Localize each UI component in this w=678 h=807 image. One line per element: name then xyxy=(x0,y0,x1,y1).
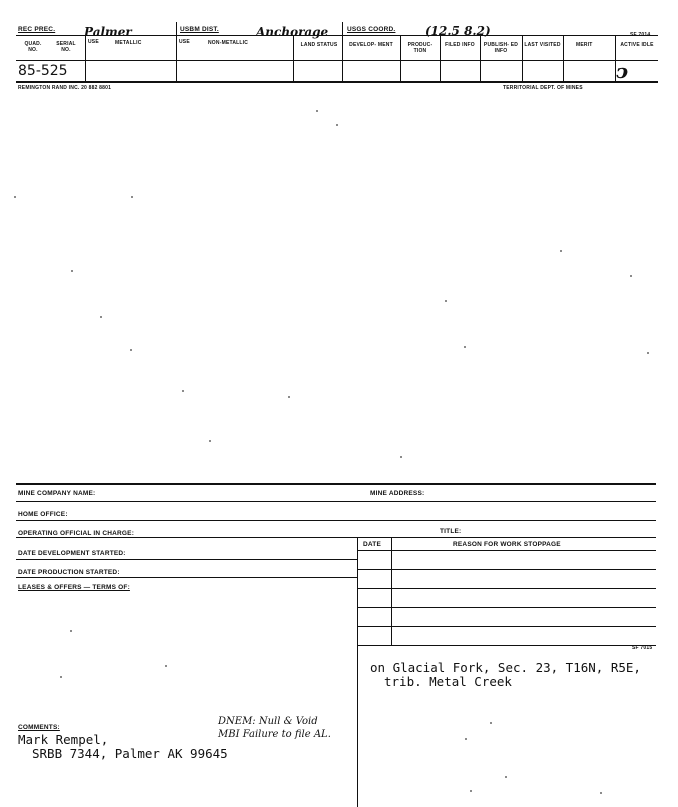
comments-line-1: Mark Rempel, xyxy=(18,732,109,747)
col-nonmetallic: NON-METALLIC xyxy=(208,40,249,46)
col-filed-info: FILED INFO xyxy=(445,42,475,48)
col-metallic: METALLIC xyxy=(115,40,142,46)
col-last-visited: LAST VISITED xyxy=(524,42,561,48)
leases-offers-label: LEASES & OFFERS — TERMS OF: xyxy=(18,584,130,591)
col-development: DEVELOP- MENT xyxy=(349,42,393,48)
rec-prec-label: REC PREC. xyxy=(18,26,56,33)
serial-number: 85-525 xyxy=(18,63,68,79)
col-quad-no: QUAD. NO. xyxy=(24,41,42,53)
reason-column-header: REASON FOR WORK STOPPAGE xyxy=(453,541,561,548)
home-office-label: HOME OFFICE: xyxy=(18,511,68,518)
title-label: TITLE: xyxy=(440,528,462,535)
mine-address-label: MINE ADDRESS: xyxy=(370,490,425,497)
location-line-2: trib. Metal Creek xyxy=(384,674,512,689)
col-merit: MERIT xyxy=(576,42,593,48)
territorial-dept: TERRITORIAL DEPT. OF MINES xyxy=(503,85,583,91)
comments-label: COMMENTS: xyxy=(18,724,60,731)
col-metallic-use: USE xyxy=(88,39,99,45)
col-published-info: PUBLISH- ED INFO xyxy=(483,42,519,54)
col-active-idle: ACTIVE IDLE xyxy=(620,42,654,48)
printer-imprint: REMINGTON RAND INC. 20 882 8801 xyxy=(18,85,112,91)
col-nonmetallic-use: USE xyxy=(179,39,190,45)
handwritten-note-line-2: MBI Failure to file AL. xyxy=(218,729,331,740)
form-number-bottom: SF 7015 xyxy=(632,645,653,651)
col-land-status: LAND STATUS xyxy=(300,42,338,48)
col-serial-no: SERIAL NO. xyxy=(56,41,76,53)
rec-prec-value: Palmer xyxy=(84,25,132,39)
col-production: PRODUC- TION xyxy=(407,42,433,54)
comments-line-2: SRBB 7344, Palmer AK 99645 xyxy=(32,746,228,761)
date-column-header: DATE xyxy=(363,541,382,548)
usgs-coord-label: USGS COORD. xyxy=(347,26,396,33)
location-line-1: on Glacial Fork, Sec. 23, T16N, R5E, xyxy=(370,660,641,675)
active-idle-mark: ↄ xyxy=(616,59,629,83)
operating-official-label: OPERATING OFFICIAL IN CHARGE: xyxy=(18,530,135,537)
form-number-top: SF 7014 xyxy=(630,32,651,38)
mine-company-name-label: MINE COMPANY NAME: xyxy=(18,490,96,497)
usbm-dist-value: Anchorage xyxy=(256,25,329,39)
date-production-started-label: DATE PRODUCTION STARTED: xyxy=(18,569,120,576)
usbm-dist-label: USBM DIST. xyxy=(180,26,219,33)
handwritten-note-line-1: DNEM: Null & Void xyxy=(218,716,318,727)
usgs-coord-value: (12.5 8.2) xyxy=(425,24,491,38)
date-development-started-label: DATE DEVELOPMENT STARTED: xyxy=(18,550,126,557)
